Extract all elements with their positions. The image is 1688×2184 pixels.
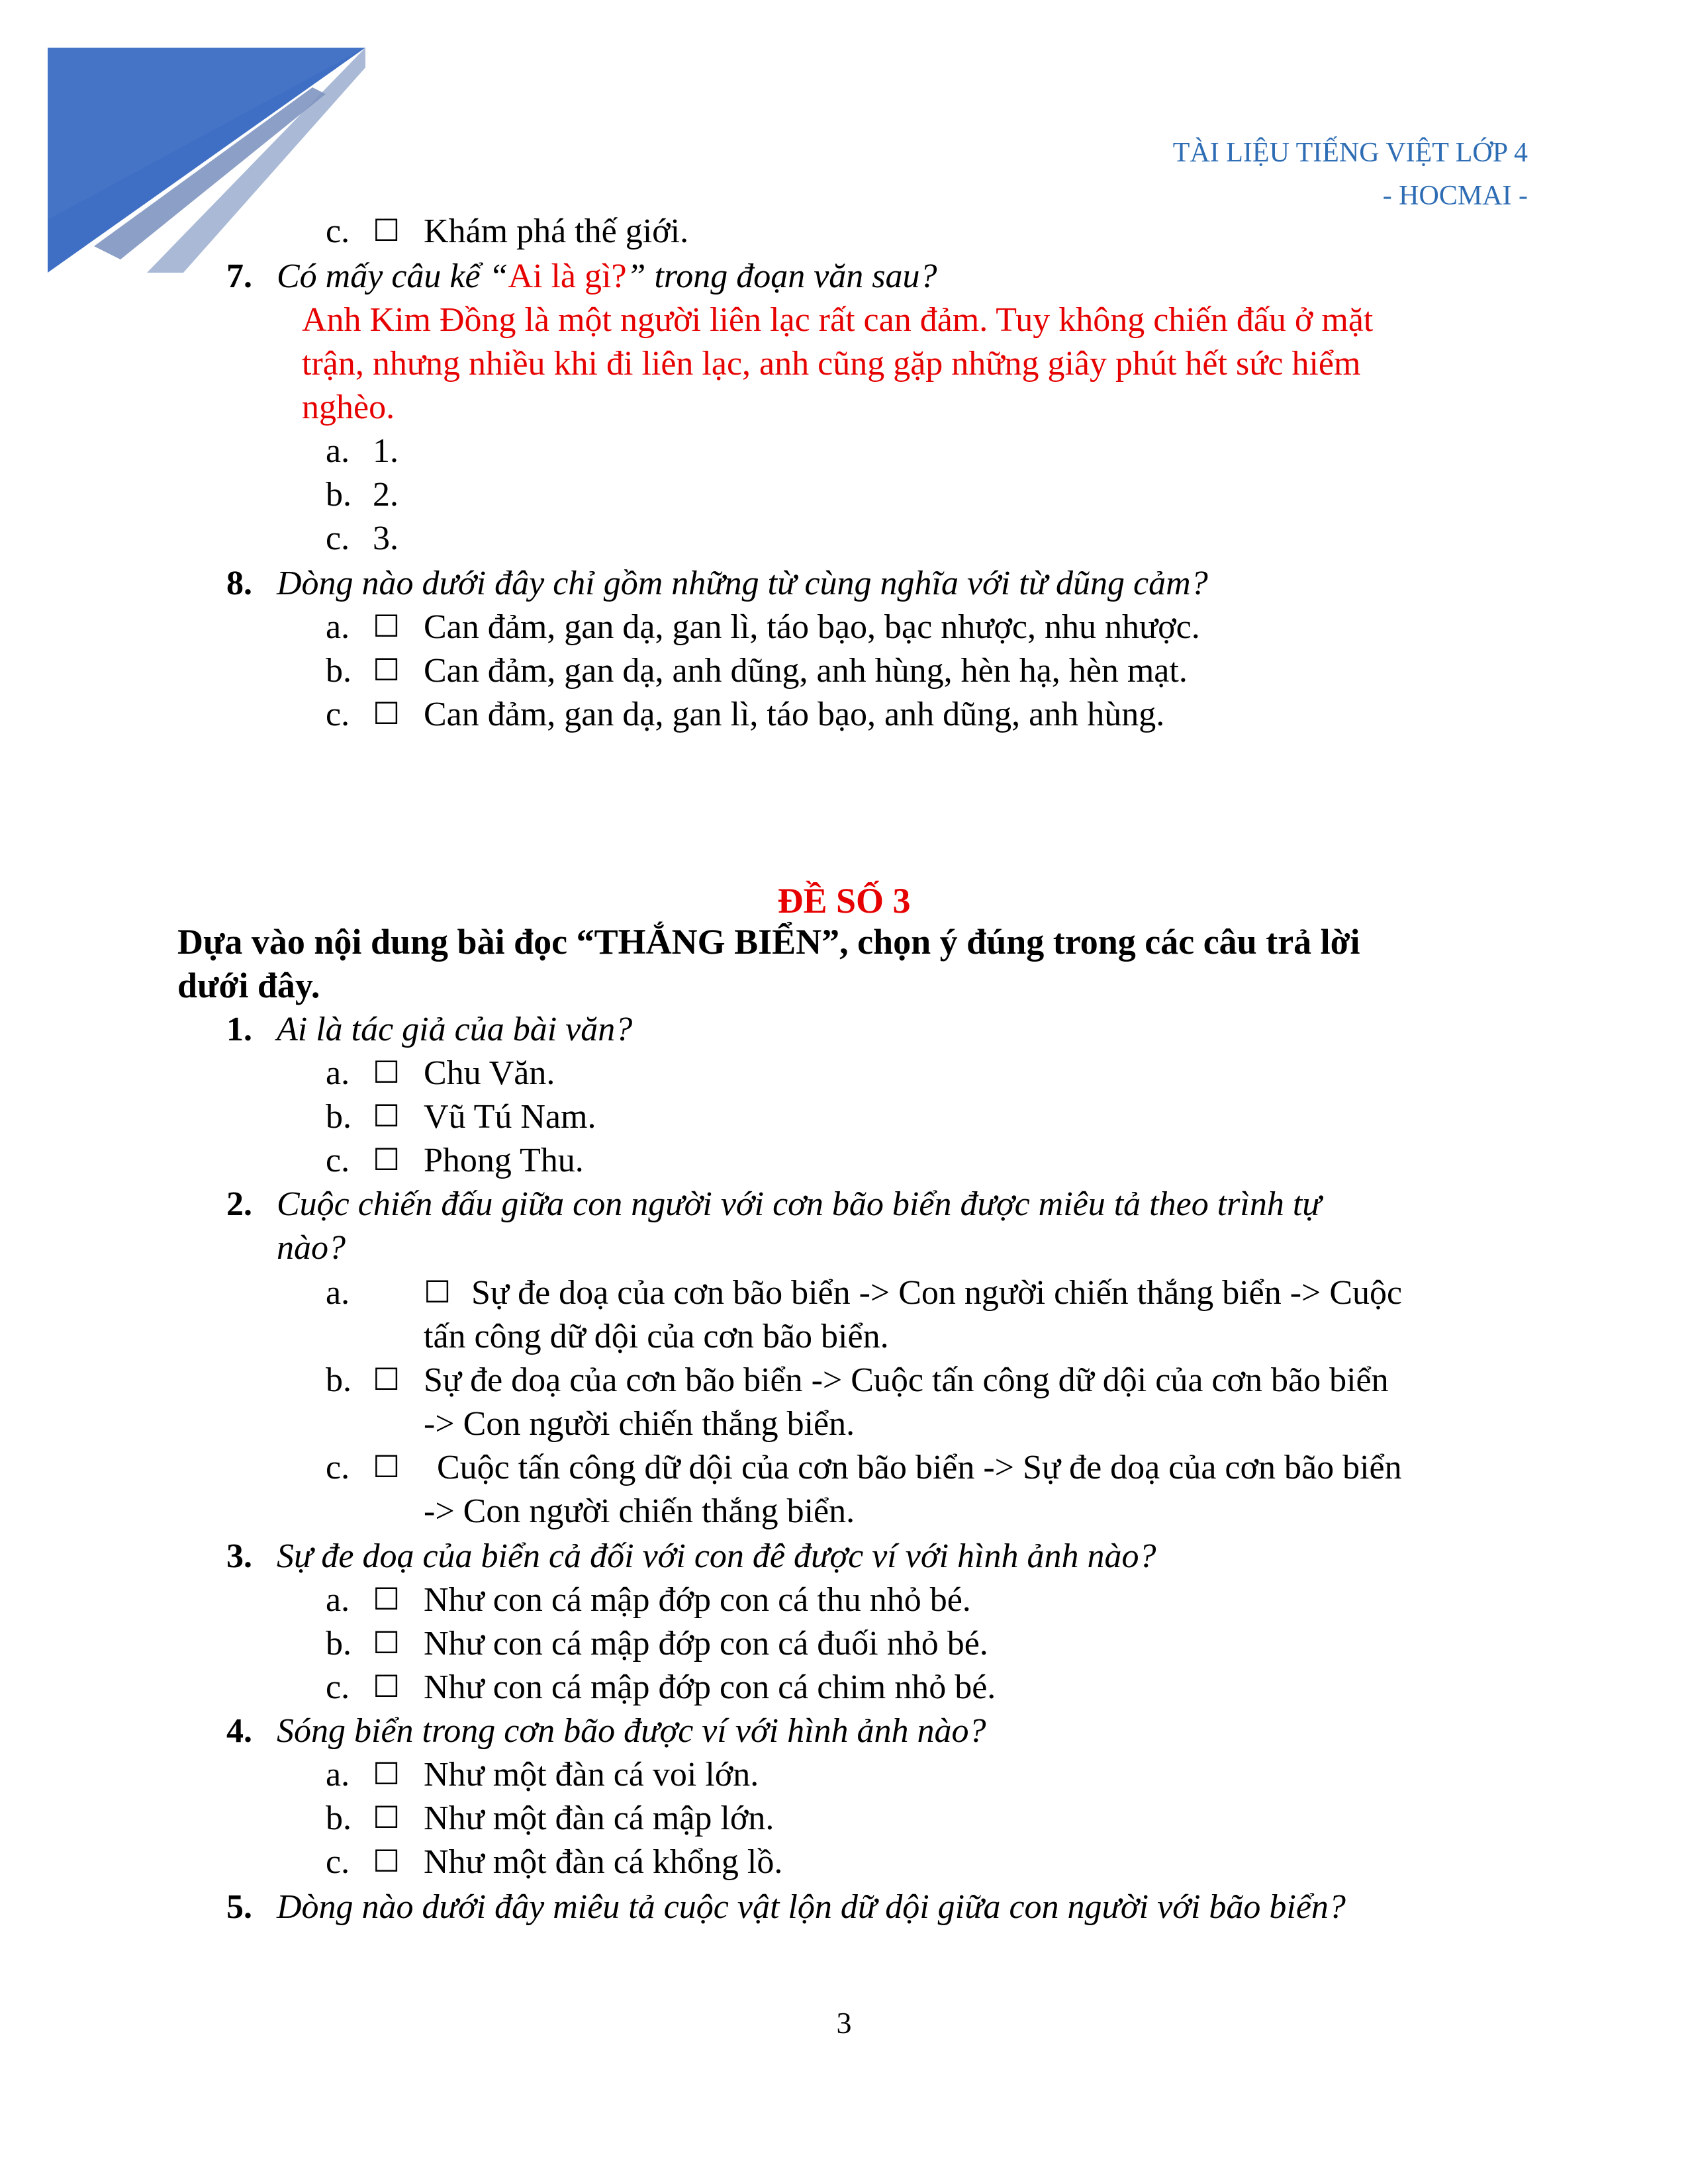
- question-prompt: [277, 259, 937, 294]
- prompt-part: Có mấy câu kể “: [277, 257, 508, 295]
- checkbox[interactable]: ☐: [373, 653, 400, 687]
- checkbox[interactable]: ☐: [373, 1670, 400, 1704]
- checkbox[interactable]: ☐: [373, 610, 400, 643]
- question-number: 7.: [226, 257, 252, 295]
- checkbox[interactable]: ☐: [373, 1143, 400, 1177]
- corner-decoration-logo: [48, 48, 365, 273]
- prompt-part: ” trong đoạn văn sau?: [626, 257, 937, 295]
- option-text: Khám phá thế giới.: [424, 212, 689, 250]
- checkbox[interactable]: ☐: [373, 1582, 400, 1616]
- checkbox[interactable]: ☐: [424, 1275, 451, 1309]
- checkbox[interactable]: ☐: [373, 1450, 400, 1484]
- checkbox[interactable]: ☐: [373, 1844, 400, 1878]
- section-instruction-line: Dựa vào nội dung bài đọc “THẮNG BIỂN”, chọn ý đúng trong các câu trả lời: [177, 922, 1360, 962]
- section-instruction-line: dưới đây.: [177, 966, 320, 1005]
- checkbox[interactable]: ☐: [373, 1801, 400, 1835]
- checkbox[interactable]: ☐: [373, 214, 400, 248]
- section-title: ĐỀ SỐ 3: [777, 881, 911, 921]
- question-prompt: Dòng nào dưới đây chỉ gồm những từ cùng nghĩa với từ dũng cảm?: [277, 565, 1208, 602]
- question-number: 8.: [226, 565, 252, 602]
- prompt-quote: Ai là gì?: [508, 257, 627, 295]
- option-letter: c.: [326, 212, 350, 250]
- page-number: 3: [836, 2006, 852, 2040]
- checkbox[interactable]: ☐: [373, 1626, 400, 1660]
- checkbox[interactable]: ☐: [373, 1056, 400, 1089]
- document-header-title: TÀI LIỆU TIẾNG VIỆT LỚP 4: [1172, 138, 1528, 168]
- checkbox[interactable]: ☐: [373, 1099, 400, 1133]
- checkbox[interactable]: ☐: [373, 697, 400, 731]
- checkbox[interactable]: ☐: [373, 1757, 400, 1791]
- document-header-subtitle: - HOCMAI -: [1382, 181, 1528, 211]
- checkbox[interactable]: ☐: [373, 1363, 400, 1396]
